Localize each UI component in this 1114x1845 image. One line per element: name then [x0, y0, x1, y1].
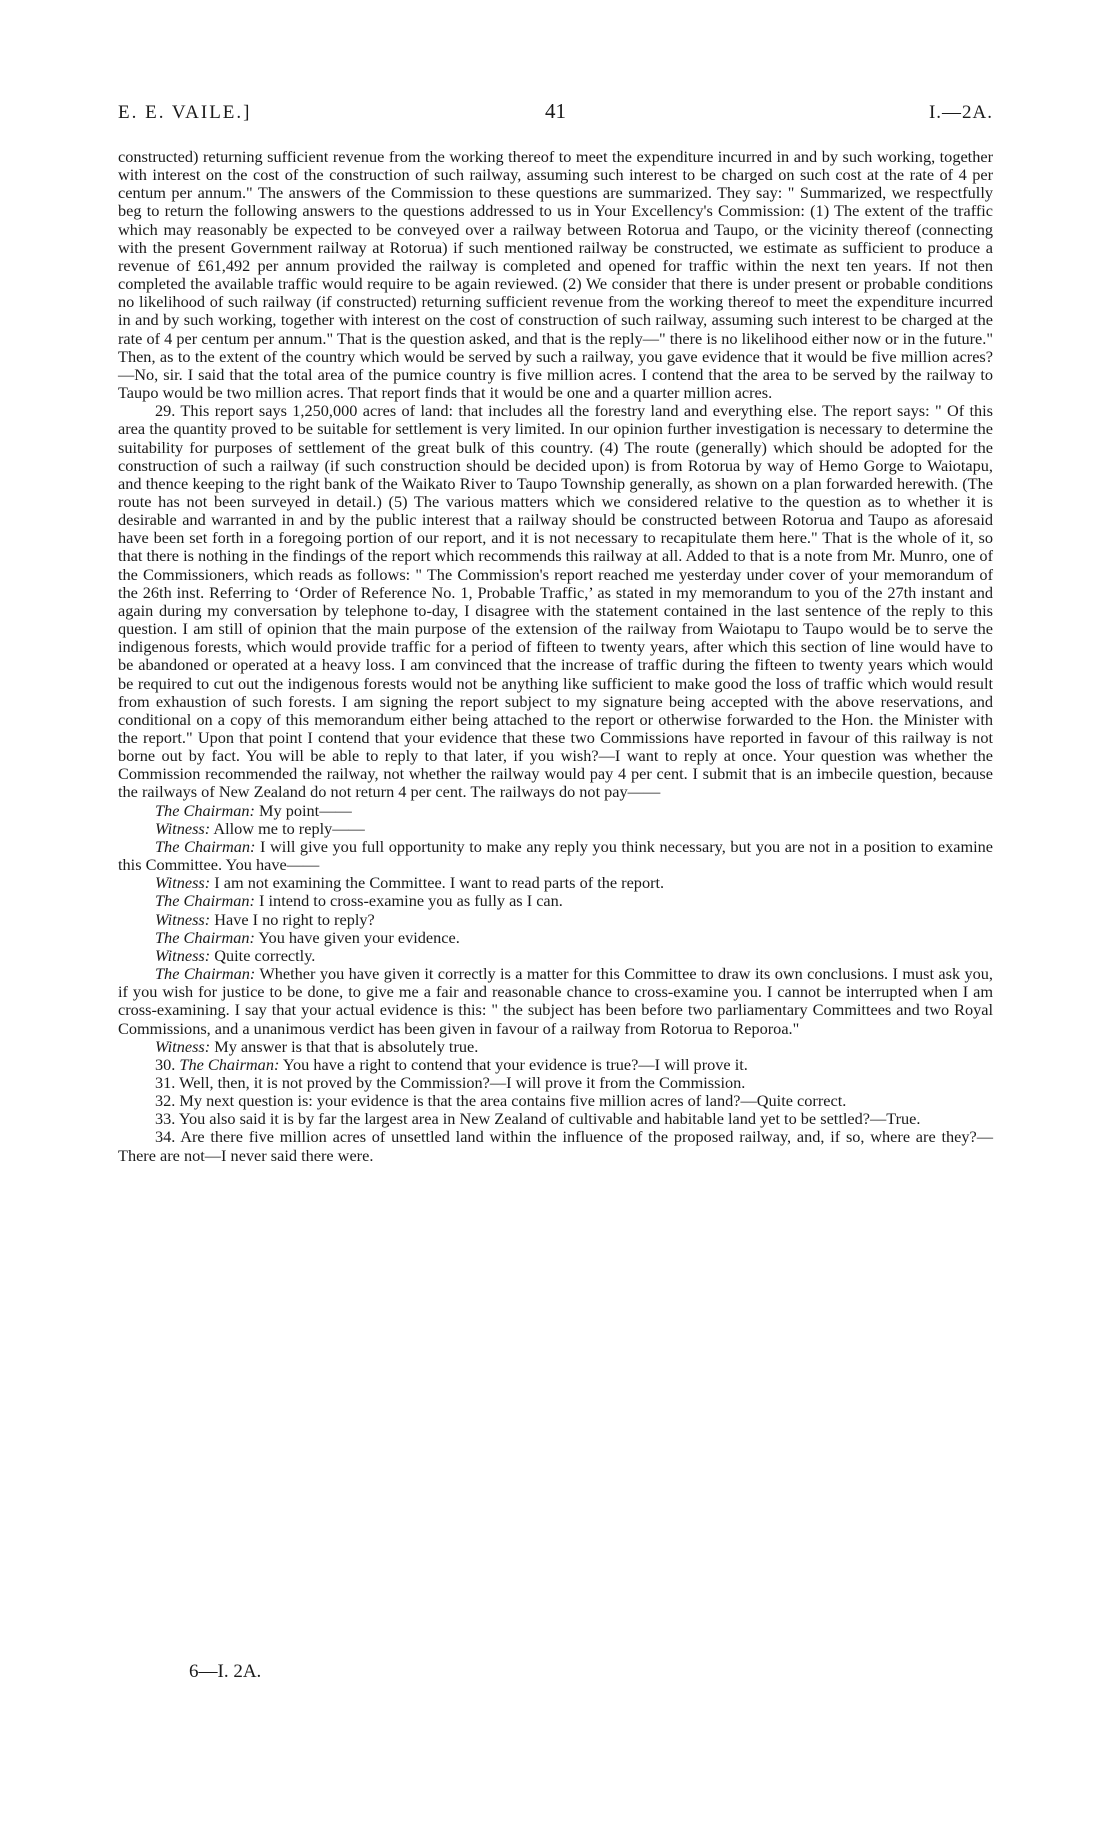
speaker-label: Witness:	[155, 818, 211, 838]
paragraph-text: 32. My next question is: your evidence is that the area contains five million acres of land?—Quite correct.	[155, 1091, 847, 1111]
page-header	[118, 99, 993, 132]
paragraph-text: constructed) returning sufficient revenue from the working thereof to meet the expenditure incurred in and by such working, together with interest on the cost of the construction of such railway, assuming such interest to be charged on such cost at the rate of 4 per centum per annum." The answers of the Commission to these questions are summarized. They say: " Summarized, we respectfully beg to return the following answers to the questions addressed to us in Your Excellency's Commission: (1) The extent of the traffic which may reasonably be expected to be conveyed over a railway between Rotorua and Taupo, or the vicinity thereof (connecting with the present Government railway at Rotorua) if such mentioned railway be constructed, we estimate as sufficient to produce a revenue of £61,492 per annum provided the railway is completed and opened for traffic within the next ten years. If not then completed the available traffic would require to be again reviewed. (2) We consider that there is under present or probable conditions no likelihood of such railway (if constructed) returning sufficient revenue from the working thereof to meet the expenditure incurred in and by such working, together with interest on the cost of construction of such railway, assuming such interest to be charged at the rate of 4 per centum per annum." That is the question asked, and that is the reply—" there is no likelihood either now or in the future." Then, as to the extent of the country which would be served by such a railway, you gave evidence that it would be five million acres?—No, sir. I said that the total area of the pumice country is five million acres. I contend that the area to be served by the railway to Taupo would be two million acres. That report finds that it would be one and a quarter million acres.	[118, 147, 993, 403]
paragraph	[118, 1074, 993, 1092]
paragraph-text: Have I no right to reply?	[210, 909, 375, 929]
speaker-label: Witness:	[155, 873, 211, 893]
paragraph	[118, 874, 993, 892]
paragraph	[118, 892, 993, 910]
speaker-label: The Chairman:	[155, 891, 255, 911]
paragraph-text: 33. You also said it is by far the largest area in New Zealand of cultivable and habitable land yet to be settled?—True.	[155, 1109, 921, 1129]
speaker-label: Witness:	[155, 909, 211, 929]
paragraph	[118, 929, 993, 947]
speaker-label: The Chairman:	[179, 1054, 280, 1074]
signature-mark: 6—I. 2A.	[189, 1661, 262, 1682]
speaker-label: The Chairman:	[155, 964, 256, 984]
paragraph	[118, 802, 993, 820]
document-reference: I.—2A.	[928, 102, 993, 123]
paragraph	[118, 911, 993, 929]
paragraph-text: I am not examining the Committee. I want to read parts of the report.	[210, 873, 665, 893]
paragraph-text: 31. Well, then, it is not proved by the Commission?—I will prove it from the Commission.	[155, 1072, 746, 1092]
paragraph	[118, 1110, 993, 1128]
page-number: 41	[545, 99, 566, 123]
paragraph-text: I intend to cross-examine you as fully as I can.	[254, 891, 563, 911]
paragraph-text: Allow me to reply——	[210, 818, 365, 838]
paragraph	[118, 1056, 993, 1074]
paragraph-text: You have a right to contend that your evidence is true?—I will prove it.	[279, 1054, 748, 1074]
speaker-label: Witness:	[155, 1036, 211, 1056]
paragraph-text: 34. Are there five million acres of unsettled land within the influence of the proposed railway, and, if so, where are they?—There are not—I never said there were.	[118, 1127, 993, 1165]
witness-name: E. E. VAILE.]	[118, 102, 252, 123]
speaker-label: The Chairman:	[155, 836, 256, 856]
paragraph-text: My answer is that that is absolutely true.	[210, 1036, 479, 1056]
paragraph-text: Quite correctly.	[210, 945, 316, 965]
paragraph	[118, 820, 993, 838]
speaker-label: The Chairman:	[155, 800, 255, 820]
paragraph	[118, 1128, 993, 1164]
paragraph	[118, 1038, 993, 1056]
paragraph	[118, 838, 993, 874]
paragraph	[118, 402, 993, 801]
speaker-label: Witness:	[155, 945, 211, 965]
paragraph-text: You have given your evidence.	[254, 927, 460, 947]
question-number: 30.	[155, 1054, 180, 1074]
paragraph-text: 29. This report says 1,250,000 acres of land: that includes all the forestry land and everything else. The report says: " Of this area the quantity proved to be suitable for settlement is very limited. In our opinion further investigation is necessary to determine the suitability for purposes of settlement of the great bulk of this country. (4) The route (generally) which should be adopted for the construction of such a railway (if such construction should be decided upon) is from Rotorua by way of Hemo Gorge to Waiotapu, and thence keeping to the right bank of the Waikato River to Taupo Township generally, as shown on a plan forwarded herewith. (The route has not been surveyed in detail.) (5) The various matters which we considered relative to the question as to whether it is desirable and warranted in and by the public interest that a railway should be constructed between Rotorua and Taupo as aforesaid have been set forth in a foregoing portion of our report, and it is not necessary to recapitulate them here." That is the whole of it, so that there is nothing in the findings of the report which recommends this railway at all. Added to that is a note from Mr. Munro, one of the Commissioners, which reads as follows: " The Commission's report reached me yesterday under cover of your memorandum of the 26th inst. Referring to ‘Order of Reference No. 1, Probable Traffic,’ as stated in my memorandum to you of the 27th instant and again during my conversation by telephone to-day, I disagree with the statement contained in the last sentence of the reply to this question. I am still of opinion that the main purpose of the extension of the railway from Waiotapu to Taupo would be to serve the indigenous forests, which would provide traffic for a period of fifteen to twenty years, after which this section of line would have to be abandoned or operated at a heavy loss. I am convinced that the increase of traffic during the fifteen to twenty years which would be required to cut out the indigenous forests would not be anything like sufficient to make good the loss of traffic which would result from exhaustion of such forests. I am signing the report subject to my signature being accepted with the above reservations, and conditional on a copy of this memorandum either being attached to the report or otherwise forwarded to the Hon. the Minister with the report." Upon that point I contend that your evidence that these two Commissions have reported in favour of this railway is not borne out by fact. You will be able to reply to that later, if you wish?—I want to reply at once. Your question was whether the Commission recommended the railway, not whether the railway would pay 4 per cent. I submit that is an imbecile question, because the railways of New Zealand do not return 4 per cent. The railways do not pay——	[118, 401, 993, 802]
paragraph	[118, 947, 993, 965]
paragraph-text: Whether you have given it correctly is a matter for this Committee to draw its own conclusions. I must ask you, if you wish for justice to be done, to give me a fair and reasonable chance to cross-examine you. I cannot be interrupted when I am cross-examining. I say that your actual evidence is this: " the subject has been before two parliamentary Committees and two Royal Commissions, and a unanimous verdict has been given in favour of a railway from Rotorua to Reporoa."	[118, 964, 993, 1038]
speaker-label: The Chairman:	[155, 927, 255, 947]
paragraph	[118, 148, 993, 402]
paragraph	[118, 1092, 993, 1110]
paragraph	[118, 965, 993, 1038]
paragraph-text: I will give you full opportunity to make any reply you think necessary, but you are not in a position to examine this Committee. You have——	[118, 836, 993, 875]
body-text	[118, 148, 993, 1165]
paragraph-text: My point——	[254, 800, 352, 820]
